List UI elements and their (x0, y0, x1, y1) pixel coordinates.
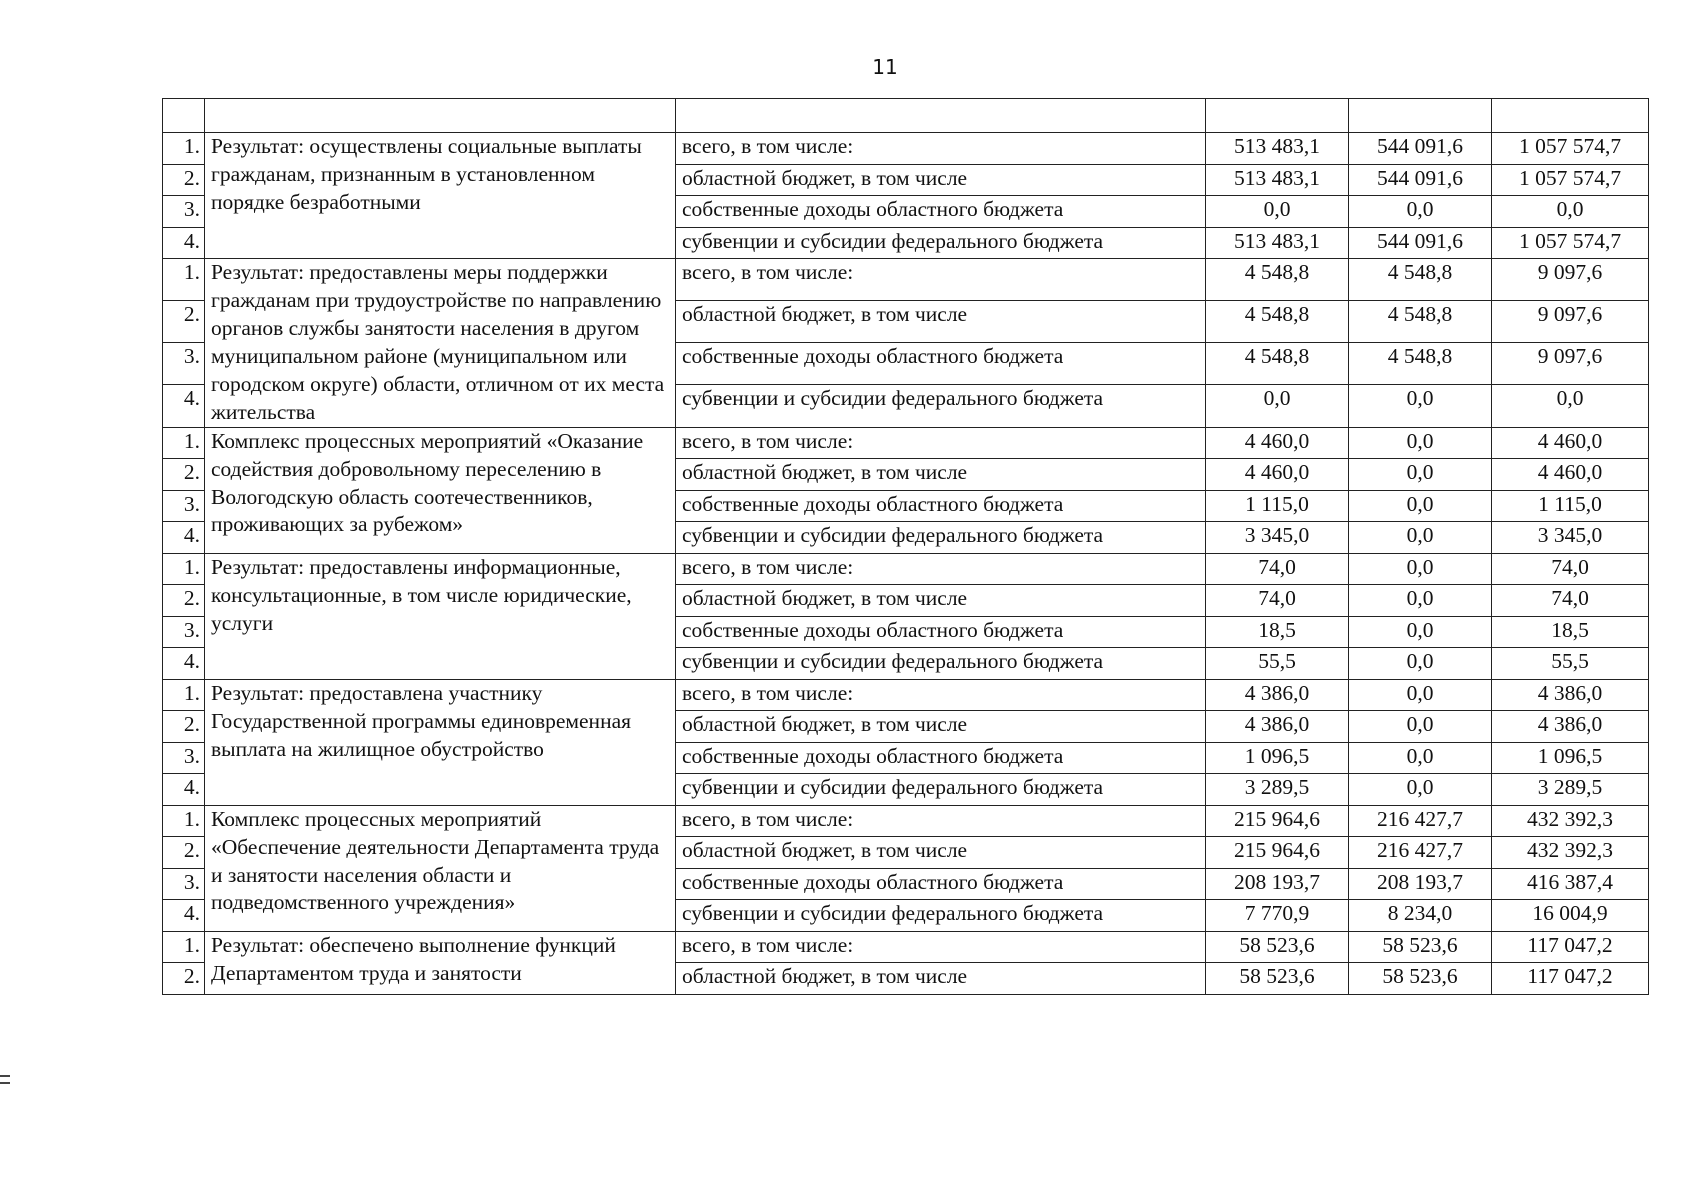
value-year-2: 58 523,6 (1349, 963, 1492, 995)
row-number: 3. (163, 490, 205, 522)
value-year-2: 0,0 (1349, 648, 1492, 680)
value-year-2: 0,0 (1349, 522, 1492, 554)
value-year-1: 55,5 (1206, 648, 1349, 680)
funding-source: областной бюджет, в том числе (676, 301, 1206, 343)
value-year-2: 4 548,8 (1349, 259, 1492, 301)
value-year-2: 0,0 (1349, 385, 1492, 427)
funding-source: всего, в том числе: (676, 133, 1206, 165)
value-year-2: 0,0 (1349, 711, 1492, 743)
value-year-2: 0,0 (1349, 427, 1492, 459)
value-total: 1 057 574,7 (1492, 164, 1649, 196)
value-total: 9 097,6 (1492, 343, 1649, 385)
value-year-1: 1 115,0 (1206, 490, 1349, 522)
value-year-2: 216 427,7 (1349, 837, 1492, 869)
group-description: Результат: предоставлены меры поддержки гражданам при трудоустройстве по направлению органов службы занятости населения в другом муниципальном районе (муниципальном или городском округе) области, отличном от их места жительства (205, 259, 676, 428)
table-row (163, 553, 1649, 585)
value-year-2: 0,0 (1349, 616, 1492, 648)
value-total: 55,5 (1492, 648, 1649, 680)
row-number: 2. (163, 963, 205, 995)
value-total: 9 097,6 (1492, 301, 1649, 343)
header-cell (163, 99, 205, 133)
row-number: 3. (163, 616, 205, 648)
row-number: 4. (163, 522, 205, 554)
funding-source: субвенции и субсидии федерального бюджета (676, 648, 1206, 680)
value-total: 1 057 574,7 (1492, 227, 1649, 259)
value-year-1: 215 964,6 (1206, 805, 1349, 837)
value-total: 0,0 (1492, 196, 1649, 228)
funding-source: субвенции и субсидии федерального бюджета (676, 227, 1206, 259)
row-number: 2. (163, 585, 205, 617)
page-number: 11 (872, 55, 898, 79)
funding-source: областной бюджет, в том числе (676, 963, 1206, 995)
row-number: 1. (163, 427, 205, 459)
header-cell (1492, 99, 1649, 133)
value-total: 4 460,0 (1492, 427, 1649, 459)
value-year-1: 4 548,8 (1206, 301, 1349, 343)
row-number: 3. (163, 742, 205, 774)
table-row (163, 679, 1649, 711)
value-year-2: 0,0 (1349, 774, 1492, 806)
value-year-1: 513 483,1 (1206, 133, 1349, 165)
row-number: 2. (163, 301, 205, 343)
value-year-2: 0,0 (1349, 459, 1492, 491)
row-number: 2. (163, 711, 205, 743)
funding-source: областной бюджет, в том числе (676, 711, 1206, 743)
funding-source: собственные доходы областного бюджета (676, 868, 1206, 900)
value-year-2: 0,0 (1349, 196, 1492, 228)
value-year-1: 74,0 (1206, 553, 1349, 585)
value-year-1: 215 964,6 (1206, 837, 1349, 869)
value-year-1: 4 386,0 (1206, 679, 1349, 711)
value-total: 432 392,3 (1492, 805, 1649, 837)
row-number: 3. (163, 343, 205, 385)
value-year-1: 513 483,1 (1206, 164, 1349, 196)
value-total: 117 047,2 (1492, 931, 1649, 963)
funding-source: субвенции и субсидии федерального бюджета (676, 900, 1206, 932)
funding-source: субвенции и субсидии федерального бюджета (676, 385, 1206, 427)
group-description: Результат: предоставлена участнику Государственной программы единовременная выплата на жилищное обустройство (205, 679, 676, 805)
funding-source: областной бюджет, в том числе (676, 585, 1206, 617)
funding-source: субвенции и субсидии федерального бюджета (676, 774, 1206, 806)
value-year-1: 513 483,1 (1206, 227, 1349, 259)
value-year-2: 0,0 (1349, 742, 1492, 774)
table-row (163, 133, 1649, 165)
value-year-2: 4 548,8 (1349, 343, 1492, 385)
value-total: 3 289,5 (1492, 774, 1649, 806)
value-year-1: 0,0 (1206, 385, 1349, 427)
value-year-1: 7 770,9 (1206, 900, 1349, 932)
value-year-1: 3 289,5 (1206, 774, 1349, 806)
value-year-2: 0,0 (1349, 553, 1492, 585)
row-number: 2. (163, 459, 205, 491)
value-year-1: 4 386,0 (1206, 711, 1349, 743)
funding-source: собственные доходы областного бюджета (676, 742, 1206, 774)
value-total: 74,0 (1492, 553, 1649, 585)
row-number: 1. (163, 553, 205, 585)
value-total: 4 386,0 (1492, 679, 1649, 711)
budget-table (162, 98, 1649, 995)
row-number: 3. (163, 196, 205, 228)
value-year-2: 8 234,0 (1349, 900, 1492, 932)
value-total: 1 115,0 (1492, 490, 1649, 522)
funding-source: собственные доходы областного бюджета (676, 343, 1206, 385)
value-year-2: 216 427,7 (1349, 805, 1492, 837)
value-total: 4 460,0 (1492, 459, 1649, 491)
funding-source: всего, в том числе: (676, 931, 1206, 963)
value-year-2: 0,0 (1349, 490, 1492, 522)
header-cell (1349, 99, 1492, 133)
value-total: 74,0 (1492, 585, 1649, 617)
row-number: 4. (163, 385, 205, 427)
header-cell (676, 99, 1206, 133)
row-number: 4. (163, 900, 205, 932)
value-year-2: 544 091,6 (1349, 164, 1492, 196)
header-cell (205, 99, 676, 133)
value-year-2: 4 548,8 (1349, 301, 1492, 343)
funding-source: собственные доходы областного бюджета (676, 490, 1206, 522)
group-description: Комплекс процессных мероприятий «Обеспечение деятельности Департамента труда и занятости населения области и подведомственного учреждения» (205, 805, 676, 931)
table-row (163, 805, 1649, 837)
row-number: 1. (163, 679, 205, 711)
value-year-1: 208 193,7 (1206, 868, 1349, 900)
value-total: 416 387,4 (1492, 868, 1649, 900)
margin-mark (0, 1075, 10, 1097)
table-row (163, 931, 1649, 963)
row-number: 2. (163, 164, 205, 196)
funding-source: всего, в том числе: (676, 259, 1206, 301)
value-year-1: 18,5 (1206, 616, 1349, 648)
value-year-1: 58 523,6 (1206, 931, 1349, 963)
funding-source: собственные доходы областного бюджета (676, 616, 1206, 648)
value-year-1: 4 548,8 (1206, 259, 1349, 301)
value-total: 16 004,9 (1492, 900, 1649, 932)
value-year-2: 544 091,6 (1349, 227, 1492, 259)
value-total: 1 096,5 (1492, 742, 1649, 774)
value-year-2: 58 523,6 (1349, 931, 1492, 963)
value-year-1: 3 345,0 (1206, 522, 1349, 554)
row-number: 1. (163, 931, 205, 963)
funding-source: всего, в том числе: (676, 427, 1206, 459)
funding-source: собственные доходы областного бюджета (676, 196, 1206, 228)
row-number: 1. (163, 133, 205, 165)
header-cell (1206, 99, 1349, 133)
value-year-2: 544 091,6 (1349, 133, 1492, 165)
value-year-1: 1 096,5 (1206, 742, 1349, 774)
value-year-1: 0,0 (1206, 196, 1349, 228)
value-year-1: 58 523,6 (1206, 963, 1349, 995)
funding-source: всего, в том числе: (676, 679, 1206, 711)
value-year-1: 4 460,0 (1206, 459, 1349, 491)
group-description: Комплекс процессных мероприятий «Оказание содействия добровольному переселению в Вологодскую область соотечественников, проживающих за рубежом» (205, 427, 676, 553)
value-total: 432 392,3 (1492, 837, 1649, 869)
group-description: Результат: предоставлены информационные, консультационные, в том числе юридические, услуги (205, 553, 676, 679)
row-number: 4. (163, 227, 205, 259)
row-number: 1. (163, 805, 205, 837)
table-row (163, 259, 1649, 301)
funding-source: областной бюджет, в том числе (676, 837, 1206, 869)
value-year-1: 4 548,8 (1206, 343, 1349, 385)
row-number: 1. (163, 259, 205, 301)
row-number: 4. (163, 648, 205, 680)
value-year-2: 0,0 (1349, 585, 1492, 617)
row-number: 3. (163, 868, 205, 900)
funding-source: областной бюджет, в том числе (676, 164, 1206, 196)
value-total: 117 047,2 (1492, 963, 1649, 995)
value-total: 1 057 574,7 (1492, 133, 1649, 165)
value-total: 18,5 (1492, 616, 1649, 648)
value-total: 3 345,0 (1492, 522, 1649, 554)
value-year-2: 0,0 (1349, 679, 1492, 711)
value-year-1: 74,0 (1206, 585, 1349, 617)
group-description: Результат: осуществлены социальные выплаты гражданам, признанным в установленном порядке безработными (205, 133, 676, 259)
funding-source: субвенции и субсидии федерального бюджета (676, 522, 1206, 554)
funding-source: всего, в том числе: (676, 805, 1206, 837)
funding-source: всего, в том числе: (676, 553, 1206, 585)
value-year-2: 208 193,7 (1349, 868, 1492, 900)
value-year-1: 4 460,0 (1206, 427, 1349, 459)
table-header-row (163, 99, 1649, 133)
row-number: 4. (163, 774, 205, 806)
value-total: 4 386,0 (1492, 711, 1649, 743)
value-total: 9 097,6 (1492, 259, 1649, 301)
value-total: 0,0 (1492, 385, 1649, 427)
group-description: Результат: обеспечено выполнение функций Департаментом труда и занятости (205, 931, 676, 994)
row-number: 2. (163, 837, 205, 869)
table-row (163, 427, 1649, 459)
funding-source: областной бюджет, в том числе (676, 459, 1206, 491)
